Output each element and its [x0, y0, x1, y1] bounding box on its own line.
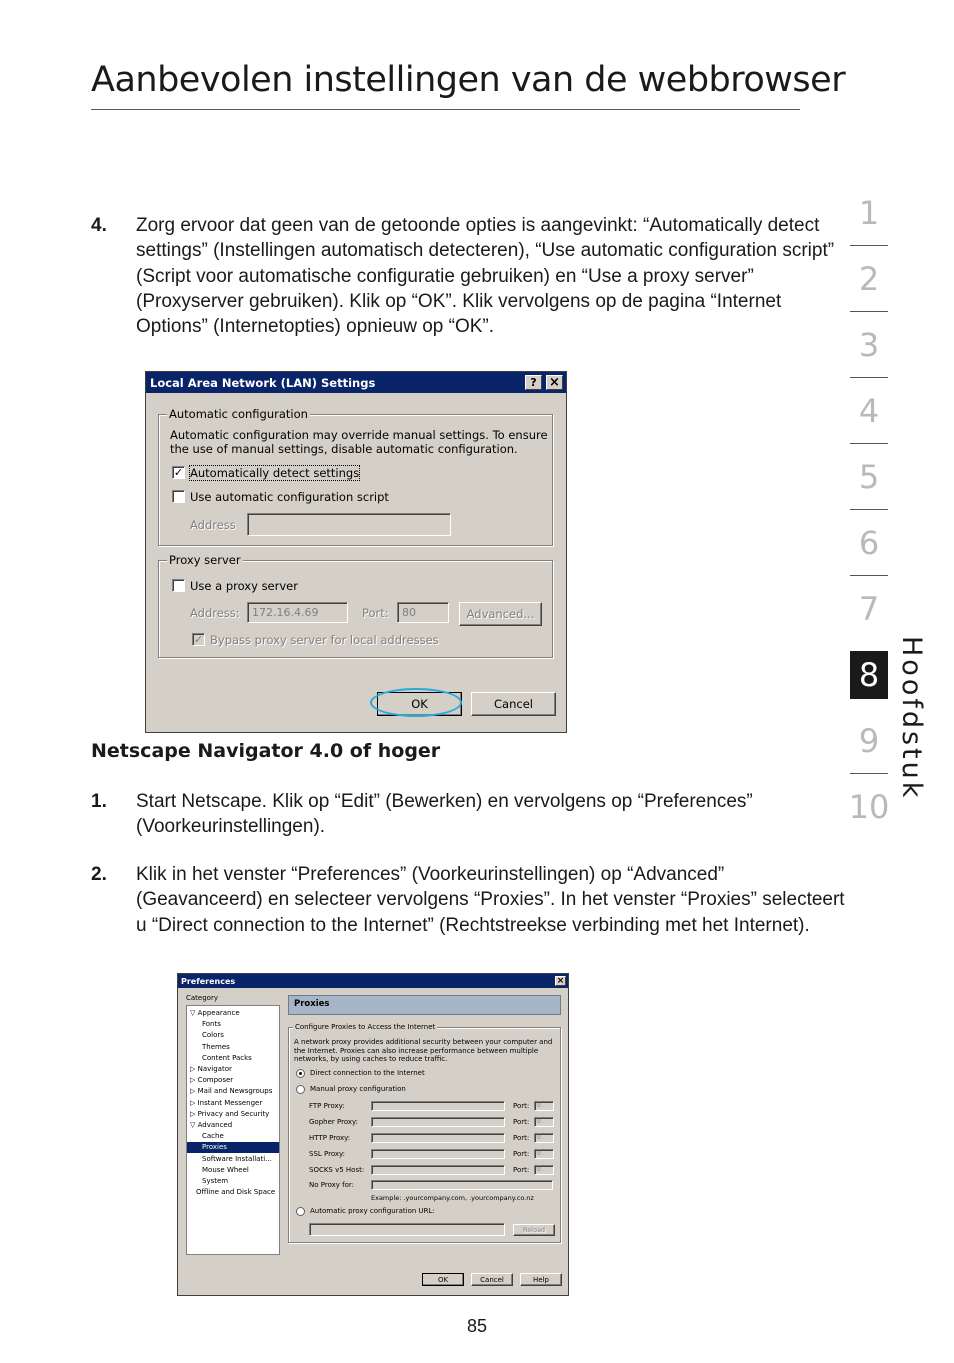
tree-item[interactable]: Fonts [202, 1020, 221, 1029]
proxy-host-input[interactable] [371, 1117, 505, 1127]
chapter-number: 6 [858, 524, 880, 562]
page-number: 85 [466, 1316, 488, 1336]
proxy-port-input[interactable]: 0 [534, 1133, 554, 1143]
section-subheading: Netscape Navigator 4.0 of hoger [91, 740, 441, 762]
proxy-port-input[interactable]: 80 [397, 602, 449, 623]
port-label: Port: [513, 1118, 530, 1126]
tree-item[interactable]: Mouse Wheel [202, 1165, 249, 1174]
port-label: Port: [362, 606, 389, 620]
title-divider [91, 109, 800, 110]
manual-proxy-radio[interactable] [296, 1085, 305, 1094]
tree-item[interactable]: ▽ Advanced [190, 1121, 233, 1129]
tree-item[interactable]: ▷ Mail and Newsgroups [190, 1087, 273, 1096]
step-text: Klik in het venster “Preferences” (Voorkeurinstellingen) op “Advanced” (Geavanceerd) en selecteer vervolgens “Proxies”. In het venster “Proxies” selecteert u “Direct connection to the Internet” (Rechtstreekse verbinding met het Internet). [136, 864, 845, 936]
proxy-address-label: Address: [190, 606, 240, 620]
step-4 [91, 213, 851, 339]
chapter-number: 4 [858, 392, 880, 430]
group-title: Proxy server [169, 553, 241, 567]
panel-title: Proxies [288, 995, 561, 1015]
proxy-port-input[interactable]: 0 [534, 1165, 554, 1175]
chapter-number: 2 [858, 260, 880, 298]
close-icon[interactable]: × [546, 375, 563, 390]
cancel-button[interactable]: Cancel [471, 692, 556, 716]
chapter-number: 3 [858, 326, 880, 364]
dialog-title: Preferences [181, 976, 236, 986]
auto-detect-checkbox[interactable]: ✓ [173, 466, 184, 479]
help-button[interactable]: ? [525, 375, 542, 390]
chapter-tab-3[interactable] [850, 312, 888, 378]
chapter-tab-1[interactable] [850, 180, 888, 246]
tree-item[interactable]: ▷ Privacy and Security [190, 1109, 270, 1118]
chapter-number: 1 [858, 194, 880, 232]
direct-connection-label[interactable]: Direct connection to the Internet [310, 1069, 425, 1077]
step-text: Zorg ervoor dat geen van de getoonde opties is aangevinkt: “Automatically detect settings” (Instellingen automatisch detecteren), “Use automatic configuration script” (Script voor automatische configuratie gebruiken) en “Use a proxy server” (Proxyserver gebruiken). Klik op “OK”. Klik vervolgens op de pagina “Internet Options” (Internetopties) opnieuw op “OK”. [136, 215, 835, 338]
step-1 [91, 789, 851, 840]
tree-item[interactable]: Themes [202, 1042, 230, 1051]
configure-proxies-group [288, 1023, 561, 1243]
group-title: Configure Proxies to Access the Internet [295, 1023, 436, 1031]
auto-proxy-url-label[interactable]: Automatic proxy configuration URL: [310, 1207, 435, 1215]
step-number: 2. [91, 864, 107, 885]
bypass-checkbox[interactable]: ✓ [193, 633, 204, 646]
ok-button[interactable]: OK [377, 692, 462, 716]
reload-button[interactable]: Reload [513, 1224, 555, 1236]
tree-item[interactable]: ▷ Navigator [190, 1065, 232, 1073]
step-number: 4. [91, 215, 107, 236]
tree-item[interactable]: Proxies [187, 1142, 279, 1153]
auto-detect-label[interactable]: Automatically detect settings [190, 466, 360, 480]
port-label: Port: [513, 1134, 530, 1142]
script-address-input[interactable] [247, 513, 451, 536]
tree-item[interactable]: ▷ Instant Messenger [190, 1098, 263, 1107]
dialog-titlebar [146, 372, 566, 393]
bypass-label[interactable]: Bypass proxy server for local addresses [210, 633, 439, 647]
preferences-dialog [177, 973, 569, 1296]
chapter-tab-2[interactable] [850, 246, 888, 312]
auto-config-description: Automatic configuration may override manual settings. To ensure the use of manual settings, disable automatic configuration. [170, 428, 548, 456]
advanced-button[interactable]: Advanced... [459, 602, 542, 626]
port-label: Port: [513, 1150, 530, 1158]
port-label: Port: [513, 1166, 530, 1174]
use-proxy-label[interactable]: Use a proxy server [190, 579, 298, 593]
step-number: 1. [91, 791, 107, 812]
proxy-host-input[interactable] [371, 1149, 505, 1159]
chapter-label: Hoofdstuk [896, 636, 927, 801]
manual-proxy-label[interactable]: Manual proxy configuration [310, 1085, 406, 1093]
use-script-label[interactable]: Use automatic configuration script [190, 490, 389, 504]
proxy-host-input[interactable] [371, 1101, 505, 1111]
chapter-navigation [850, 180, 888, 840]
proxy-row-label: Gopher Proxy: [309, 1118, 359, 1126]
address-label: Address [190, 518, 236, 532]
chapter-tab-4[interactable] [850, 378, 888, 444]
tree-item[interactable]: Cache [202, 1132, 224, 1141]
proxy-row-label: SSL Proxy: [309, 1150, 346, 1158]
chapter-tab-6[interactable] [850, 510, 888, 576]
step-2 [91, 862, 851, 938]
chapter-tab-9[interactable] [850, 708, 888, 774]
ok-highlight-ring [370, 688, 462, 717]
dialog-title: Local Area Network (LAN) Settings [150, 375, 376, 390]
no-proxy-input[interactable] [371, 1180, 553, 1190]
proxy-host-input[interactable] [371, 1133, 505, 1143]
proxy-server-group [158, 553, 553, 658]
chapter-number: 8 [858, 656, 880, 694]
tree-item[interactable]: Colors [202, 1031, 224, 1040]
no-proxy-example: Example: .yourcompany.com, .yourcompany.co.nz [371, 1194, 534, 1202]
direct-connection-radio[interactable] [296, 1069, 305, 1078]
tree-item[interactable]: System [202, 1177, 229, 1185]
proxy-address-input[interactable]: 172.16.4.69 [247, 602, 348, 623]
step-text: Start Netscape. Klik op “Edit” (Bewerken) en vervolgens op “Preferences” (Voorkeurinstellingen). [136, 791, 753, 838]
lan-settings-dialog [145, 371, 567, 733]
proxy-host-input[interactable] [371, 1165, 505, 1175]
page-title: Aanbevolen instellingen van de webbrowser [91, 60, 846, 100]
proxy-row-label: SOCKS v5 Host: [309, 1166, 365, 1174]
chapter-number: 10 [848, 788, 890, 826]
proxy-port-input[interactable]: 0 [534, 1117, 554, 1127]
automatic-configuration-group [158, 407, 553, 546]
proxy-port-input[interactable]: 0 [534, 1149, 554, 1159]
proxy-row-label: HTTP Proxy: [309, 1134, 351, 1142]
use-script-checkbox[interactable] [172, 490, 185, 503]
chapter-tab-10[interactable] [850, 774, 888, 840]
chapter-number: 5 [858, 458, 880, 496]
dialog-titlebar [178, 974, 568, 988]
cancel-button[interactable]: Cancel [471, 1273, 513, 1286]
tree-item[interactable]: ▽ Appearance [190, 1009, 240, 1017]
chapter-number: 9 [858, 722, 880, 760]
proxy-row-label: FTP Proxy: [309, 1102, 345, 1110]
category-label: Category [186, 994, 218, 1002]
ok-button[interactable]: OK [422, 1273, 464, 1286]
use-proxy-checkbox[interactable] [172, 579, 185, 592]
tree-item[interactable]: ▷ Composer [190, 1076, 234, 1085]
category-tree[interactable] [186, 1005, 280, 1255]
proxies-description: A network proxy provides additional security between your computer and the Internet. Proxies can also increase performance between multiple networks, by using caches to reduce traffic. [294, 1038, 553, 1063]
tree-item[interactable]: Offline and Disk Space [196, 1188, 276, 1197]
chapter-tab-7[interactable] [850, 576, 888, 642]
chapter-tab-5[interactable] [850, 444, 888, 510]
help-button[interactable]: Help [520, 1273, 562, 1286]
port-label: Port: [513, 1102, 530, 1110]
chapter-number: 7 [858, 590, 880, 628]
group-title: Automatic configuration [169, 407, 308, 421]
tree-item[interactable]: Software Installati... [202, 1154, 272, 1163]
proxy-port-input[interactable]: 0 [534, 1101, 554, 1111]
no-proxy-label: No Proxy for: [309, 1181, 355, 1189]
tree-item[interactable]: Content Packs [202, 1053, 252, 1062]
auto-proxy-url-radio[interactable] [296, 1207, 305, 1216]
close-icon[interactable]: × [556, 976, 565, 986]
chapter-tab-8[interactable] [850, 651, 888, 699]
auto-proxy-url-input[interactable] [309, 1223, 505, 1236]
